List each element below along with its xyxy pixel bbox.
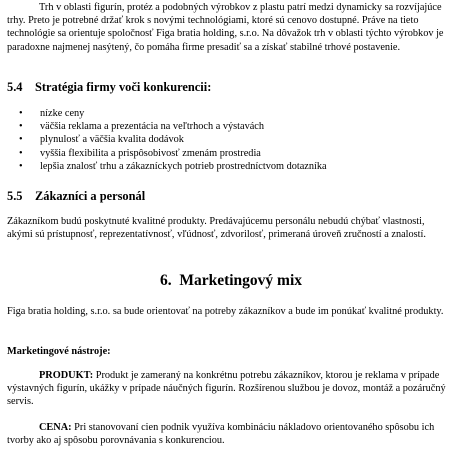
bullet-text: lepšia znalosť trhu a zákazníckych potrieb prostredníctvom dotazníka xyxy=(40,160,327,172)
section-5-4-heading xyxy=(7,80,211,94)
price-label: CENA: xyxy=(39,422,72,433)
strategy-bullet-list xyxy=(7,107,327,173)
section-5-5-title: Zákazníci a personál xyxy=(35,189,146,203)
marketing-mix-intro: Figa bratia holding, s.r.o. sa bude orientovať na potreby zákazníkov a bude im ponúkať kvalitné produkty. xyxy=(7,306,444,317)
list-item xyxy=(7,160,327,173)
section-5-4-title: Stratégia firmy voči konkurencii: xyxy=(35,80,212,94)
chapter-6-number: 6. xyxy=(159,272,172,289)
price-paragraph xyxy=(7,421,451,447)
chapter-6-title: Marketingový mix xyxy=(179,272,303,289)
bullet-icon: • xyxy=(19,121,23,133)
bullet-icon: • xyxy=(19,108,23,119)
bullet-text: plynulosť a väčšia kvalita dodávok xyxy=(40,134,184,146)
section-5-4-number: 5.4 xyxy=(7,80,23,94)
intro-paragraph: Trh v oblasti figurín, protéz a podobných výrobkov z plastu patrí medzi dynamicky sa rozvíjajúce trhy. Preto je potrebné držať krok s novými technológiami, ktoré sú cenovo dostupné. Práve na tieto technológie sa orientuje spoločnosť Figa bratia holding, s.r.o. Na dôvažok trh v oblasti týchto výrobkov je paradoxne najmenej nasýtený, čo pomáha firme presadiť sa a získať stabilné trhové postavenie. xyxy=(7,2,444,53)
list-item xyxy=(7,107,327,120)
list-item xyxy=(7,133,327,146)
bullet-icon: • xyxy=(19,134,23,146)
list-item xyxy=(7,147,327,160)
price-text: Pri stanovovaní cien podnik využíva kombináciu nákladovo orientovaného spôsobu ich tvorby ako aj spôsobu porovnávania s konkurenciou. xyxy=(7,422,435,447)
product-label: PRODUKT: xyxy=(39,370,94,381)
bullet-icon: • xyxy=(19,160,23,172)
product-text: Produkt je zameraný na konkrétnu potrebu zákazníkov, ktorou je reklama v prípade výstavných figurín, ukážky v prípade náučných figurín. Rozšírenou službou je dovoz, montáž a pozáručný servis. xyxy=(7,370,446,408)
marketing-tools-heading: Marketingové nástroje: xyxy=(7,346,111,357)
bullet-icon: • xyxy=(19,147,23,159)
list-item xyxy=(7,120,327,133)
section-5-5-heading xyxy=(7,189,145,203)
chapter-6-heading xyxy=(0,272,462,290)
product-paragraph xyxy=(7,369,451,409)
bullet-text: väčšia reklama a prezentácia na veľtrhoch a výstavách xyxy=(40,121,265,133)
section-5-5-number: 5.5 xyxy=(7,189,23,203)
customers-paragraph: Zákazníkom budú poskytnuté kvalitné produkty. Predávajúcemu personálu nebudú chýbať vlastnosti, akými sú prístupnosť, reprezentatívnosť, vľúdnosť, zdvorilosť, primeraná úroveň zručností a znalostí. xyxy=(7,216,426,241)
bullet-text: vyššia flexibilita a prispôsobivosť zmenám prostredia xyxy=(40,147,261,159)
bullet-text: nízke ceny xyxy=(40,108,85,119)
